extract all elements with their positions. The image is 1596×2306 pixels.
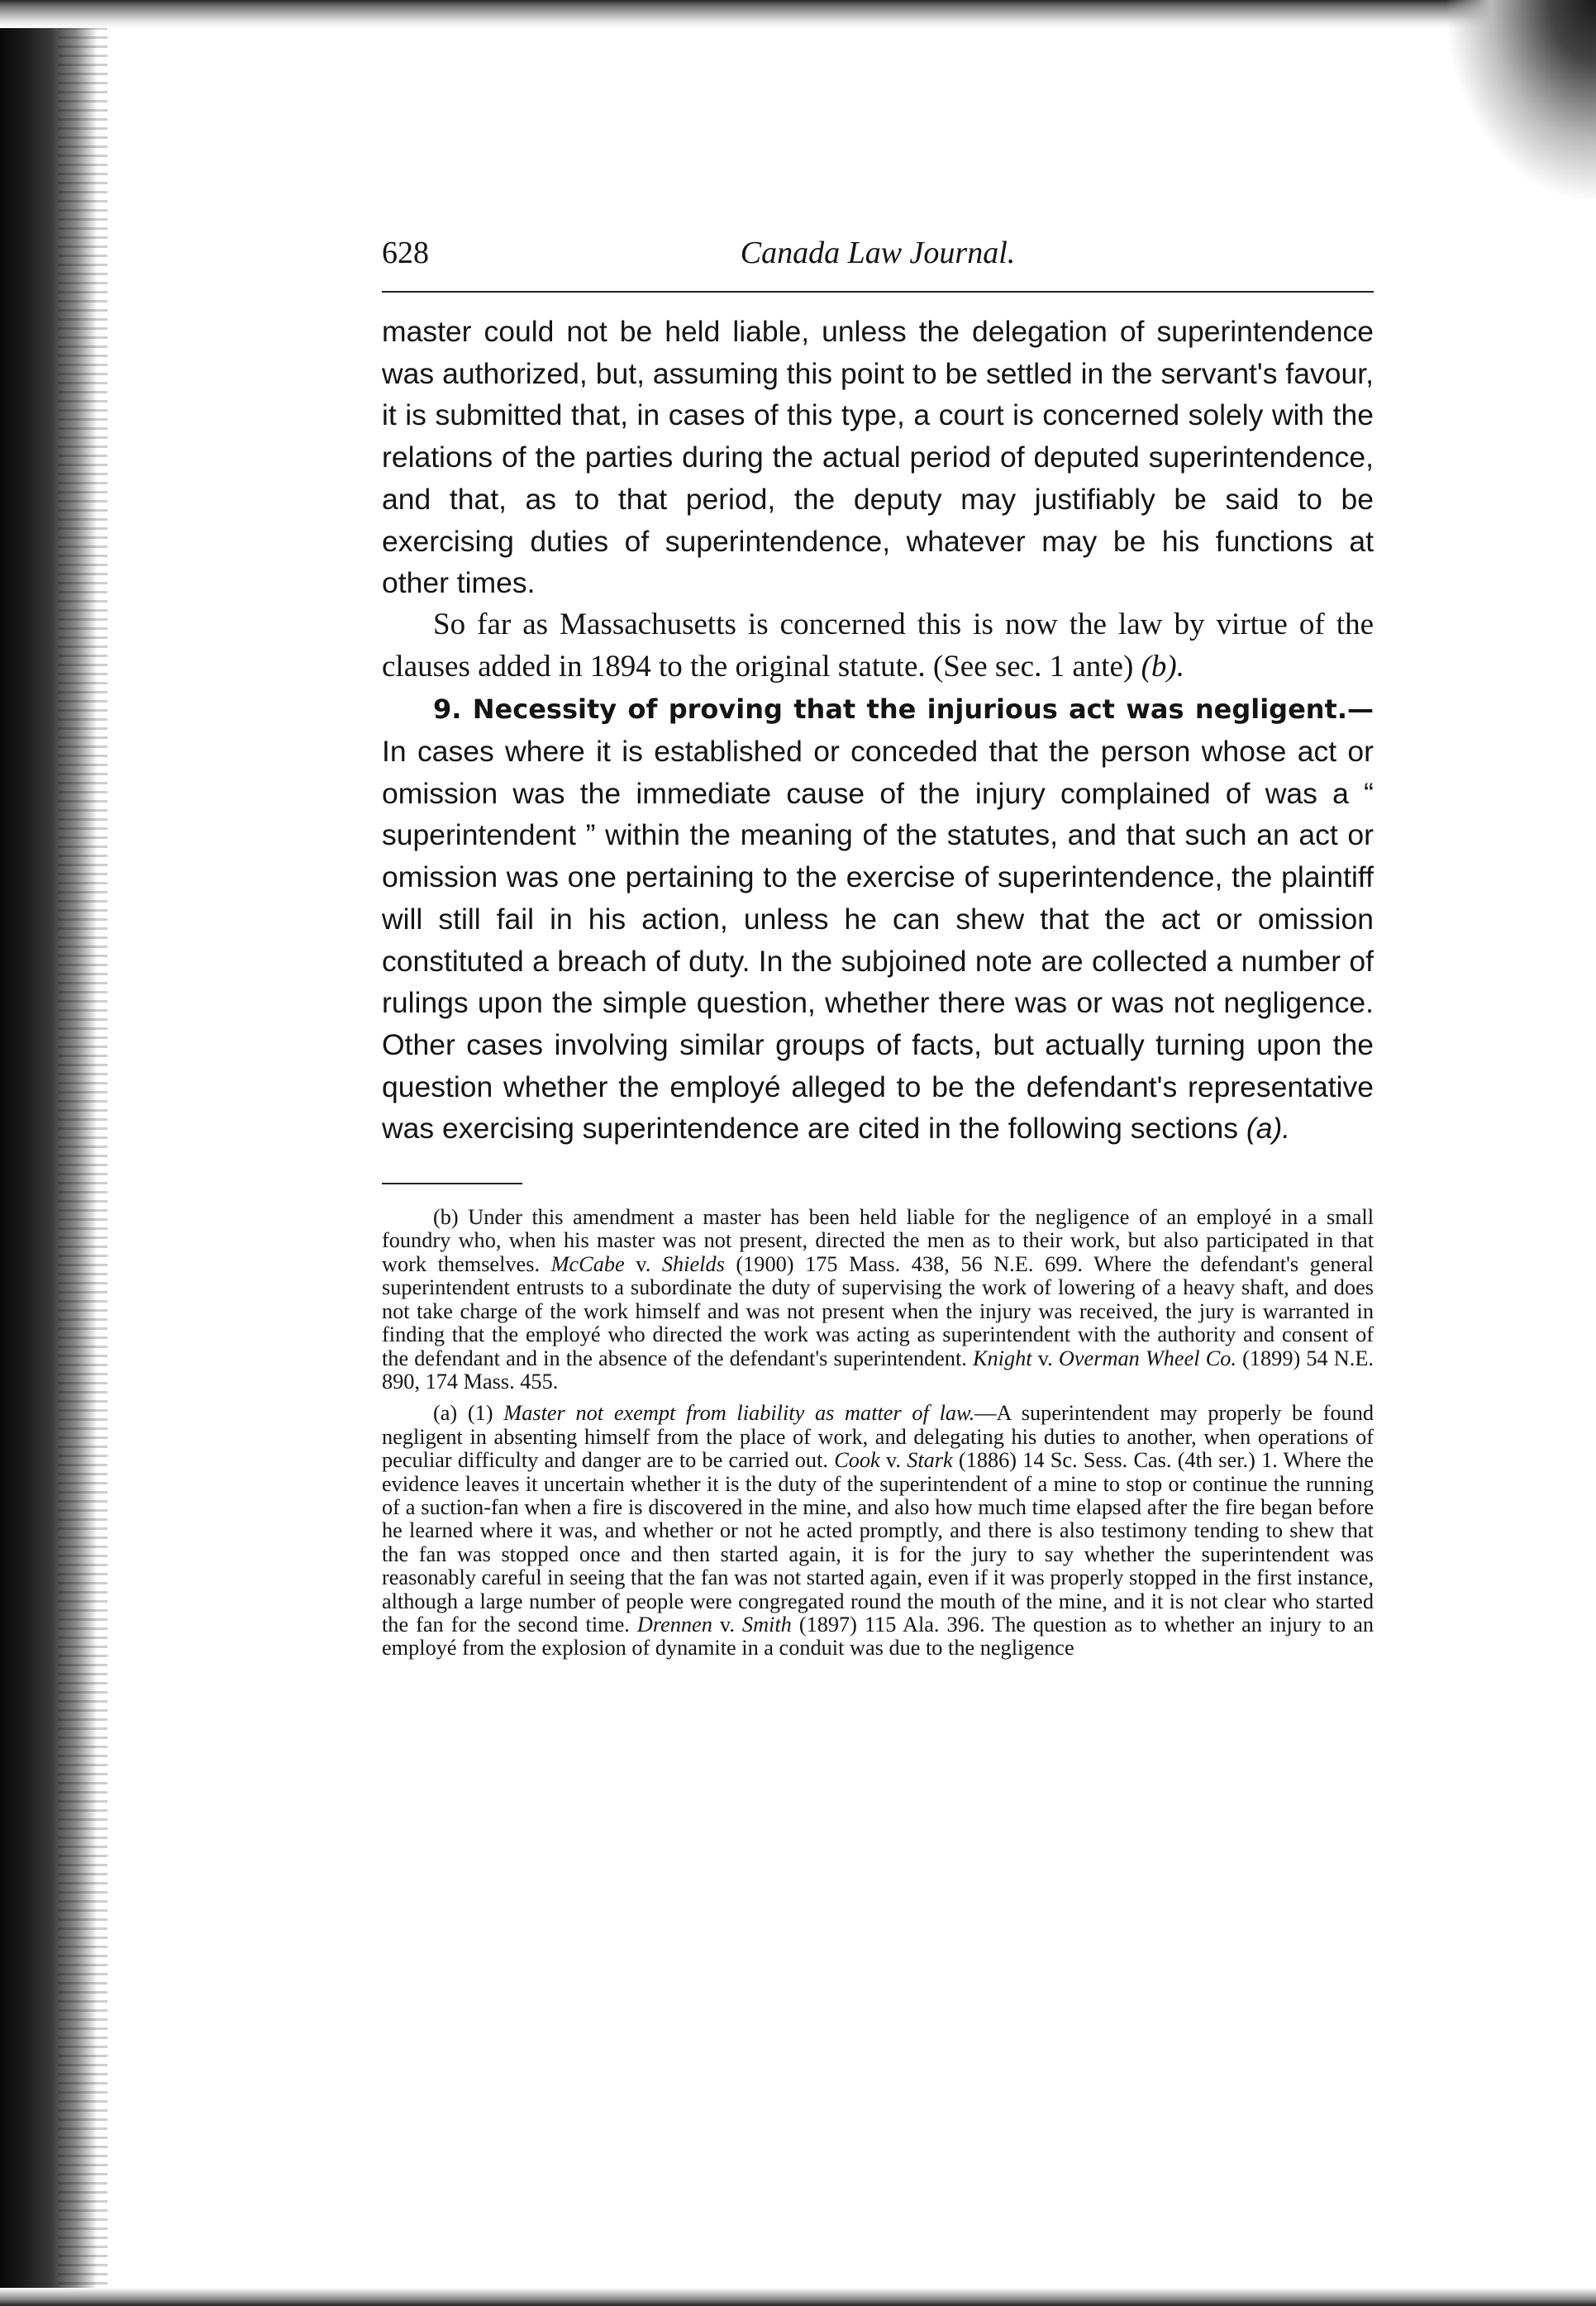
case-name: Knight: [972, 1346, 1032, 1370]
footnote-a-text-4: (1886) 14 Sc. Sess. Cas. (4th ser.) 1. Where the evidence leaves it uncertain whether it is the duty of the superintendent of a mine to stop or continue the running of a suction-fan when a fire is discovered in the mine, and also how much time elapsed after the fire began before he learned where it was, and whether or not he acted promptly, and there is also testimony tending to shew that the fan was stopped once and then started again, it is for the jury to say whether the superintendent was reasonably careful in seeing that the fan was not started again, even if it was properly stopped in the first instance, although a large number of people were congregated round the mouth of the mine, and it is not clear who started the fan for the second time.: [382, 1448, 1374, 1637]
footnote-b-text-2: v.: [624, 1251, 662, 1276]
footnotes: [382, 1206, 1374, 1660]
journal-title: Canada Law Journal.: [740, 236, 1016, 270]
footnote-a: [382, 1402, 1374, 1660]
header-rule: [382, 291, 1374, 293]
footnote-b: [382, 1206, 1374, 1394]
running-head: [382, 222, 1374, 273]
case-name: McCabe: [550, 1251, 625, 1276]
case-name: Stark: [907, 1448, 953, 1473]
footnote-b-text-3: (1900) 175 Mass. 438, 56 N.E. 699. Where the defendant's general superintendent entrusts to a subordinate the duty of supervising the work of lowering of a heavy shaft, and does not take charge of the work himself and was not present when the injury was received, the jury is warranted in finding that the employé who directed the work was acting as superintendent with the authority and consent of the defendant and in the absence of the defendant's superintendent.: [382, 1251, 1374, 1370]
scan-corner-smudge: [1447, 0, 1596, 198]
note-ref-b: (b).: [1141, 649, 1184, 684]
scan-bottom-edge: [0, 2288, 1596, 2306]
footnote-a-subtitle: Master not exempt from liability as matter of law.: [503, 1401, 975, 1426]
body-text: [382, 311, 1374, 1150]
note-ref-a: (a).: [1246, 1112, 1291, 1146]
footnote-b-text-5: (1899) 54 N.E. 890, 174 Mass. 455.: [382, 1346, 1374, 1394]
case-name: Overman Wheel Co.: [1058, 1346, 1236, 1370]
case-name: Smith: [741, 1612, 792, 1637]
footnote-rule: [382, 1183, 522, 1184]
case-name: Drennen: [636, 1612, 712, 1637]
footnote-a-text-3: v.: [879, 1448, 908, 1473]
document-page: [382, 222, 1374, 1660]
footnote-a-text-2: —A superintendent may properly be found negligent in absenting himself from the place of work, and delegating his duties to another, when operations of peculiar difficulty and danger are to be carried out.: [382, 1401, 1374, 1473]
paragraph-2-text: So far as Massachusetts is concerned this is now the law by virtue of the clauses added in 1894 to the original statute. (See sec. 1 ante): [382, 607, 1374, 684]
page-number: 628: [382, 236, 429, 270]
case-name: Shields: [661, 1251, 725, 1276]
section-9-paragraph: [382, 688, 1374, 1150]
footnote-b-text-4: v.: [1031, 1346, 1059, 1370]
section-9-text: In cases where it is established or conceded that the person whose act or omission was the immediate cause of the injury complained of was a “ superintendent ” within the meaning of the statutes, and that such an act or omission was one pertaining to the exercise of superintendence, the plaintiff will still fail in his action, unless he can shew that the act or omission constituted a breach of duty. In the subjoined note are collected a number of rulings upon the simple question, whether there was or was not negligence. Other cases involving similar groups of facts, but actually turning upon the question whether the employé alleged to be the defendant's representative was exercising superintendence are cited in the following sections: [382, 735, 1374, 1146]
case-name: Cook: [834, 1448, 880, 1473]
section-heading: 9. Necessity of proving that the injurious act was negligent.—: [433, 693, 1374, 726]
scan-binding-speckle: [58, 0, 107, 2306]
footnote-a-text-1: (a) (1): [433, 1401, 504, 1426]
footnote-a-text-6: (1897) 115 Ala. 396. The question as to whether an injury to an employé from the explosion of dynamite in a conduit was due to the negligence: [382, 1612, 1374, 1660]
footnote-b-text-1: (b) Under this amendment a master has been held liable for the negligence of an employé in a small foundry who, when his master was not present, directed the men as to their work, but also participated in that work themselves.: [382, 1205, 1374, 1276]
footnote-a-text-5: v.: [712, 1612, 742, 1637]
scan-top-edge: [0, 0, 1596, 28]
paragraph-2: [382, 604, 1374, 688]
paragraph-1: master could not be held liable, unless the delegation of superintendence was authorized, but, assuming this point to be settled in the servant's favour, it is submitted that, in cases of this type, a court is concerned solely with the relations of the parties during the actual period of deputed superintendence, and that, as to that period, the deputy may justifiably be said to be exercising duties of superintendence, whatever may be his functions at other times.: [382, 315, 1374, 600]
